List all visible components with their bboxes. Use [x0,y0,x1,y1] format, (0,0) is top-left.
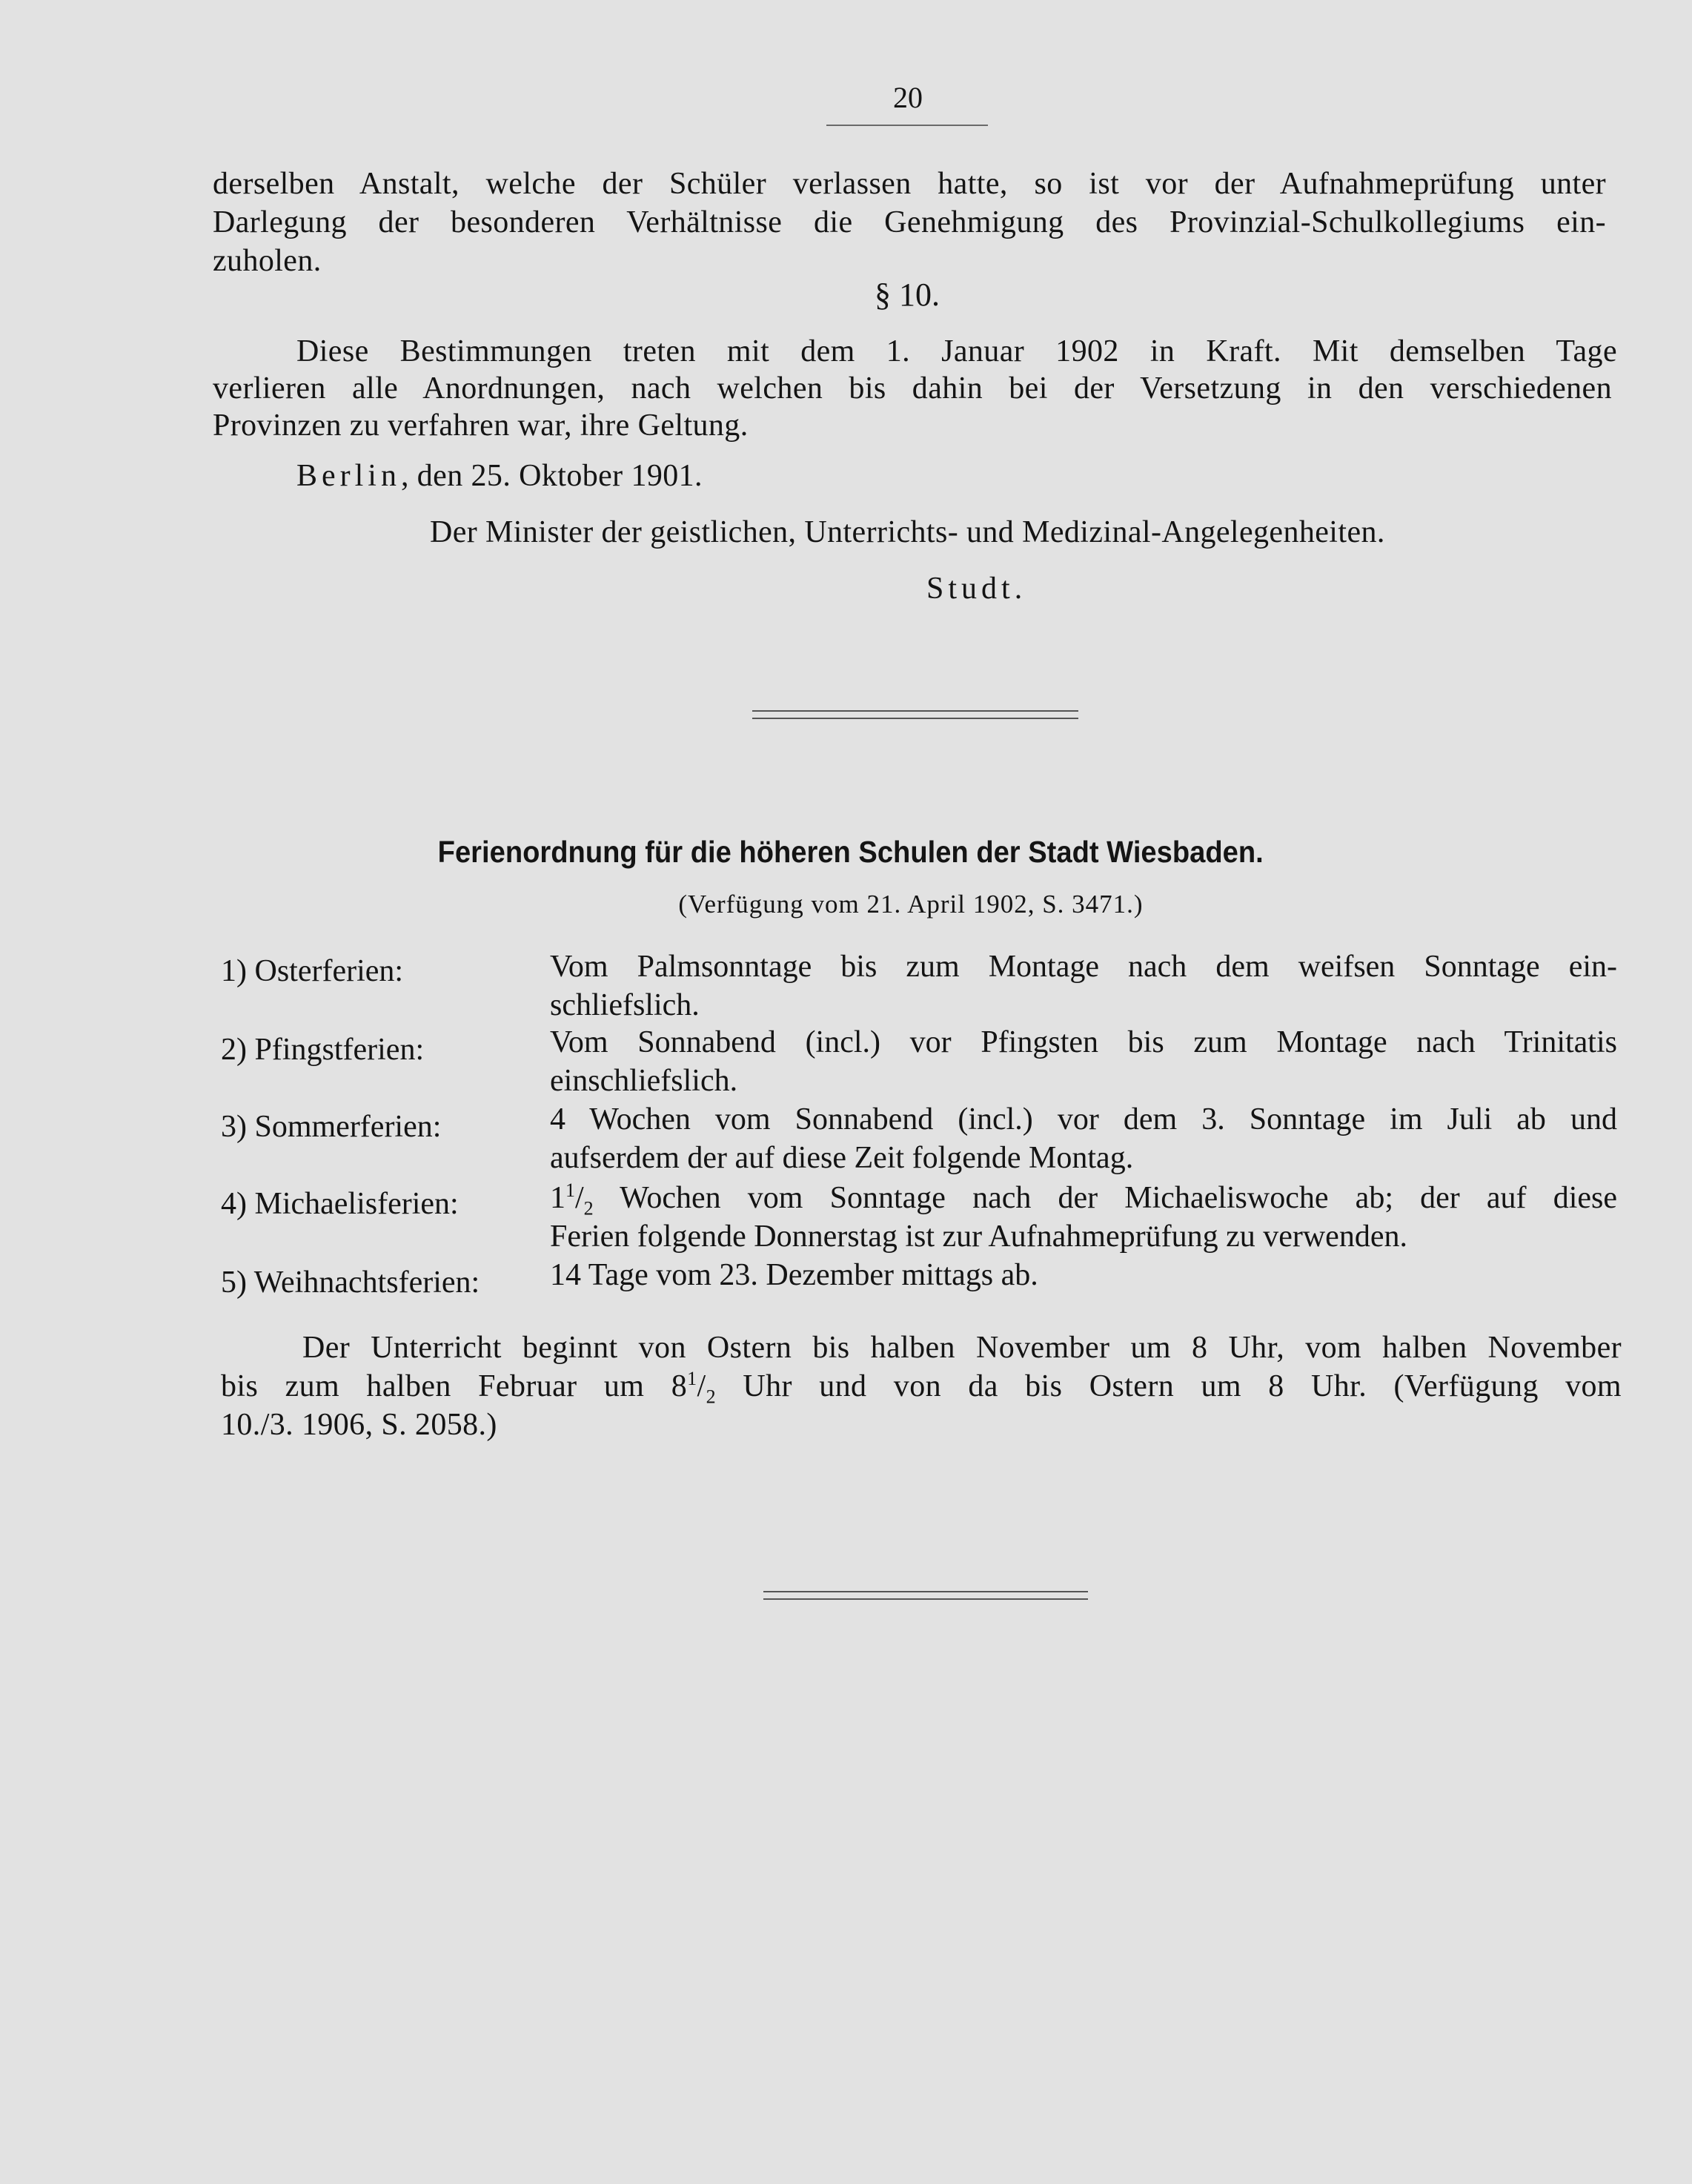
ferienordnung-reference: (Verfügung vom 21. April 1902, S. 3471.) [678,890,1144,919]
signature-name: Studt. [926,572,1027,606]
item-text: Vom Sonnabend (incl.) vor Pfingsten bis zum Montage nach Trinitatis einschliefslich. [550,1025,1617,1098]
continuation-line-2: Darlegung der besonderen Verhältnisse die Genehmigung des Provinzial-Schulkollegiums ein- [213,205,1606,239]
section-line-3: Provinzen zu verfahren war, ihre Geltung. [213,408,749,443]
ferienordnung-title: Ferienordnung für die höheren Schulen der Stadt Wiesbaden. [437,835,1264,869]
section-line-2: verlieren alle Anordnungen, nach welchen bis dahin bei der Versetzung in den verschiedenen [213,371,1612,406]
end-divider [763,1591,1088,1600]
closing-line-2: bis zum halben Februar um $8^1/_2$ Uhr und von da bis Ostern um 8 Uhr. (Verfügung vom [221,1368,1622,1408]
signature-date: , den 25. Oktober 1901. [400,459,703,493]
signature-place: Berlin [296,459,401,493]
section-line-1: Diese Bestimmungen treten mit dem 1. Januar 1902 in Kraft. Mit demselben Tage [296,334,1617,368]
item-text: 4 Wochen vom Sonnabend (incl.) vor dem 3. Sonntage im Juli ab und aufserdem der auf diese Zeit folgende Montag. [550,1102,1617,1175]
item-label: 1) Osterferien: [221,954,404,988]
signature-line [296,457,703,495]
section-heading: § 10. [875,277,940,313]
item-label: 4) Michaelisferien: [221,1187,459,1221]
continuation-line-1: derselben Anstalt, welche der Schüler verlassen hatte, so ist vor der Aufnahmeprüfung unter [213,167,1606,201]
closing-line-1: Der Unterricht beginnt von Ostern bis halben November um 8 Uhr, vom halben November [302,1331,1622,1365]
item-text: $1^1/_2$ Wochen vom Sonntage nach der Michaeliswoche ab; der auf diese Ferien folgende Donnerstag ist zur Aufnahmeprüfung zu verwenden. [550,1179,1617,1254]
item-label: 3) Sommerferien: [221,1110,442,1144]
item-label: 2) Pfingstferien: [221,1033,425,1067]
closing-line-3: 10./3. 1906, S. 2058.) [221,1408,497,1442]
continuation-line-3: zuholen. [213,244,322,278]
item-text: 14 Tage vom 23. Dezember mittags ab. [550,1258,1038,1292]
fraction-whole: 1 [550,1181,565,1215]
item-text: Vom Palmsonntage bis zum Montage nach dem weifsen Sonntage ein- schliefslich. [550,950,1617,1022]
page-number-rule [826,125,988,126]
item-label: 5) Weihnachtsferien: [221,1265,480,1300]
section-divider [752,710,1078,719]
signature-authority: Der Minister der geistlichen, Unterrichts- und Medizinal-Angelegenheiten. [430,515,1385,549]
page-number: 20 [893,81,923,114]
